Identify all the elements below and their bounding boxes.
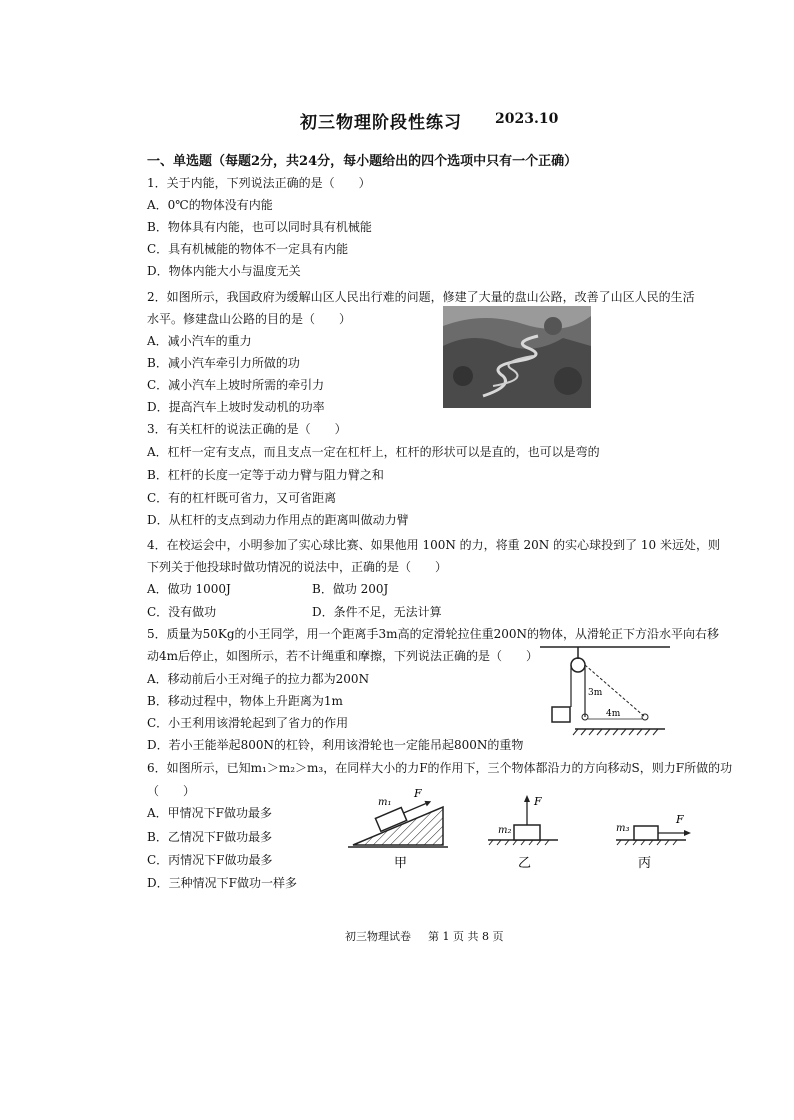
q3-option-d: D．从杠杆的支点到动力作用点的距离叫做动力臂 xyxy=(147,513,409,527)
height-label: 3m xyxy=(588,688,603,698)
q1-option-b: B．物体具有内能，也可以同时具有机械能 xyxy=(147,220,372,234)
mountain-road-photo xyxy=(443,306,591,408)
q6-option-d: D．三种情况下F做功一样多 xyxy=(147,876,297,890)
figure-jia xyxy=(348,787,448,871)
q5-option-c: C．小王利用该滑轮起到了省力的作用 xyxy=(147,716,349,730)
q2-option-a: A．减小汽车的重力 xyxy=(147,334,252,348)
q3-option-a: A．杠杆一定有支点，而且支点一定在杠杆上，杠杆的形状可以是直的，也可以是弯的 xyxy=(147,445,600,459)
q6-stem-line2: （ ） xyxy=(147,784,196,798)
q3-option-b: B．杠杆的长度一定等于动力臂与阻力臂之和 xyxy=(147,468,384,482)
f-label-jia: F xyxy=(414,787,422,800)
m1-label: m₁ xyxy=(378,797,392,808)
exam-date: 2023.10 xyxy=(495,111,559,127)
footer-exam-name: 初三物理试卷 xyxy=(345,930,411,943)
q5-stem-line1: 5．质量为50Kg的小王同学，用一个距离手3m高的定滑轮拉住重200N的物体，从滑轮正下方沿水平向右移 xyxy=(147,627,719,641)
f-label-bing: F xyxy=(676,813,684,826)
caption-jia: 甲 xyxy=(394,856,408,871)
q1-option-c: C．具有机械能的物体不一定具有内能 xyxy=(147,242,349,256)
m3-label: m₃ xyxy=(616,823,630,834)
q1-option-d: D．物体内能大小与温度无关 xyxy=(147,264,301,278)
figure-bing xyxy=(616,813,691,871)
q3-stem: 3．有关杠杆的说法正确的是（ ） xyxy=(147,422,347,436)
distance-label: 4m xyxy=(606,709,621,719)
q4-option-d: D．条件不足，无法计算 xyxy=(312,605,442,619)
page-title: 初三物理阶段性练习 xyxy=(300,113,462,133)
q4-option-c: C．没有做功 xyxy=(147,605,217,619)
m2-label: m₂ xyxy=(498,825,512,836)
q4-option-a: A．做功 1000J xyxy=(147,582,231,596)
q2-stem-line1: 2．如图所示，我国政府为缓解山区人民出行难的问题，修建了大量的盘山公路，改善了山区人民的生活 xyxy=(147,290,695,304)
q6-option-c: C．丙情况下F做功最多 xyxy=(147,853,273,867)
q4-option-b: B．做功 200J xyxy=(312,582,389,596)
q4-stem-line1: 4．在校运会中，小明参加了实心球比赛、如果他用 100N 的力，将重 20N 的实心球投到了 10 米远处，则 xyxy=(147,538,720,552)
q2-option-c: C．减小汽车上坡时所需的牵引力 xyxy=(147,378,325,392)
q5-stem-line2: 动4m后停止，如图所示，若不计绳重和摩擦，下列说法正确的是（ ） xyxy=(147,649,539,663)
f-label-yi: F xyxy=(534,795,542,808)
q2-stem-line2: 水平。修建盘山公路的目的是（ ） xyxy=(147,312,352,326)
pulley-diagram xyxy=(540,645,670,745)
q5-option-b: B．移动过程中，物体上升距离为1m xyxy=(147,694,343,708)
force-diagrams xyxy=(348,785,698,875)
q6-option-a: A．甲情况下F做功最多 xyxy=(147,806,272,820)
q3-option-c: C．有的杠杆既可省力，又可省距离 xyxy=(147,491,337,505)
q2-option-b: B．减小汽车牵引力所做的功 xyxy=(147,356,300,370)
q5-option-a: A．移动前后小王对绳子的拉力都为200N xyxy=(147,672,370,686)
q6-stem-line1: 6．如图所示，已知m₁＞m₂＞m₃，在同样大小的力F的作用下，三个物体都沿力的方向移动S，则力F所做的功 xyxy=(147,761,733,775)
caption-bing: 丙 xyxy=(638,856,652,871)
footer-page-number: 第 1 页 共 8 页 xyxy=(428,930,504,943)
q6-option-b: B．乙情况下F做功最多 xyxy=(147,830,273,844)
section-heading: 一、单选题（每题2分，共24分，每小题给出的四个选项中只有一个正确） xyxy=(147,154,578,169)
q4-stem-line2: 下列关于他投球时做功情况的说法中，正确的是（ ） xyxy=(147,560,448,574)
figure-yi xyxy=(488,795,558,871)
q5-option-d: D．若小王能举起800N的杠铃，利用该滑轮也一定能吊起800N的重物 xyxy=(147,738,524,752)
q1-stem: 1．关于内能，下列说法正确的是（ ） xyxy=(147,176,371,190)
q1-option-a: A．0℃的物体没有内能 xyxy=(147,198,273,212)
caption-yi: 乙 xyxy=(518,856,532,871)
q2-option-d: D．提高汽车上坡时发动机的功率 xyxy=(147,400,325,414)
